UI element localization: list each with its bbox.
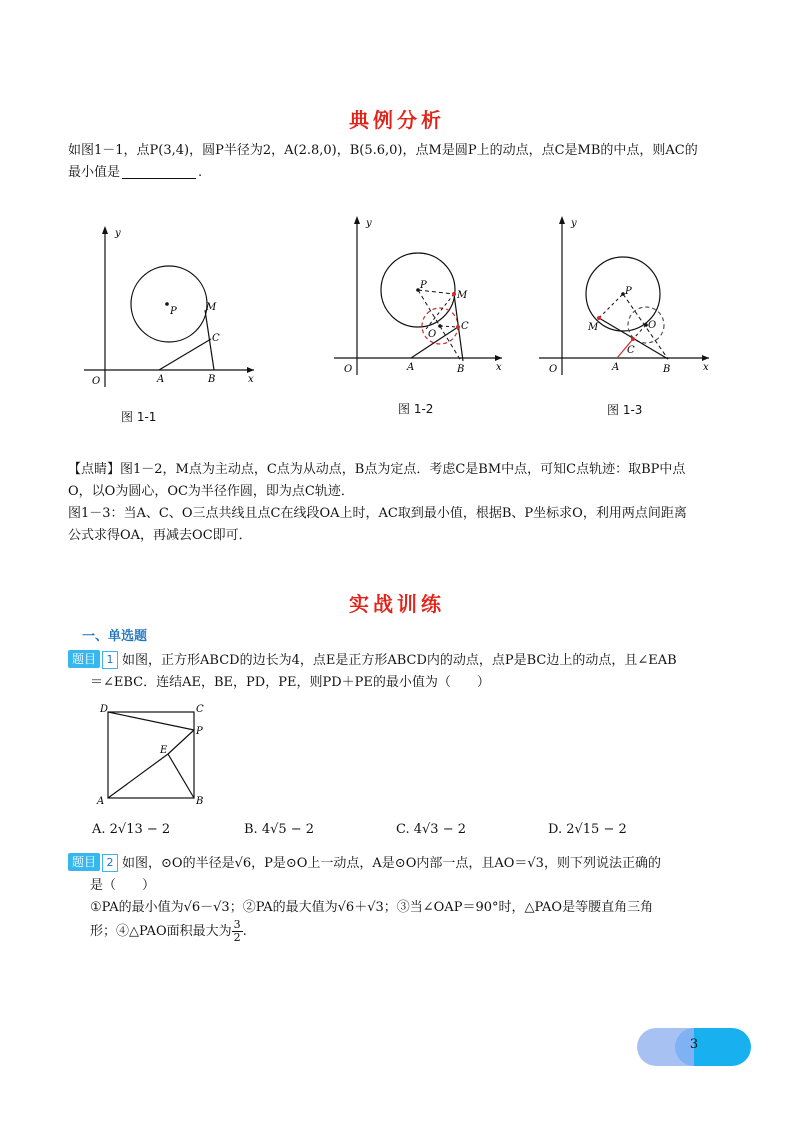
fig3-label-A: A	[612, 362, 620, 373]
example-line-1: 如图1－1，点P(3,4)，圆P半径为2，A(2.8,0)，B(5.6,0)，点M是圆P上的动点，点C是MB的中点，则AC的	[68, 143, 698, 158]
figure-1-1	[78, 222, 263, 392]
hint-block	[68, 459, 728, 547]
fig2-label-y: y	[366, 218, 372, 229]
q1-option-b[interactable]: B. 4√5 − 2	[244, 822, 315, 837]
q2-line-4: 形；④△PAO面积最大为 $\frac{3}{2}$ .	[90, 918, 247, 944]
fig2-label-O: O	[344, 364, 353, 375]
answer-blank	[122, 164, 196, 179]
fig3-label-P: P	[625, 286, 632, 297]
q1-label-E: E	[160, 745, 168, 756]
fig2-label-M: M	[457, 290, 468, 301]
fig1-label-A: A	[157, 374, 165, 385]
q2-line-1: 题目 2 如图，⊙O的半径是√6，P是⊙O上一动点，A是⊙O内部一点，且AO＝√3，则下列说法正确的	[68, 853, 748, 875]
q1-square-figure	[94, 700, 212, 808]
fig2-label-A: A	[407, 362, 415, 373]
fig2-label-C: C	[461, 321, 469, 332]
fig2-label-B: B	[457, 364, 465, 375]
fig1-label-P: P	[170, 306, 177, 317]
fig1-label-M: M	[206, 302, 217, 313]
q2-line-3: ①PA的最小值为√6－√3；②PA的最大值为√6＋√3；③当∠OAP＝90°时，△PAO是等腰直角三角	[90, 900, 654, 915]
hint-line-2: O，以O为圆心，OC为半径作圆，即为点C轨迹．	[68, 484, 354, 499]
q1-option-d[interactable]: D. 2√15 − 2	[548, 822, 627, 837]
q1-option-c[interactable]: C. 4√3 − 2	[396, 822, 467, 837]
fig3-label-y: y	[571, 218, 577, 229]
figure-1-3-caption: 图 1-3	[607, 403, 643, 417]
example-problem	[68, 140, 728, 184]
section-heading-practice: 实战训练	[349, 592, 445, 616]
figure-1-2-caption: 图 1-2	[398, 402, 434, 416]
figure-1-1-caption: 图 1-1	[121, 410, 157, 424]
q1-option-a[interactable]: A. 2√13 − 2	[92, 822, 171, 837]
hint-line-1: 【点睛】图1－2，M点为主动点，C点为从动点，B点为定点．考虑C是BM中点，可知C点轨迹：取BP中点	[68, 462, 686, 477]
q1-line-2: ＝∠EBC．连结AE，BE，PD，PE，则PD＋PE的最小值为（ ）	[90, 675, 490, 690]
example-line-2: 最小值是 .	[68, 165, 203, 180]
fig3-label-M: M	[588, 322, 599, 333]
section-heading-examples: 典例分析	[349, 108, 445, 132]
section-label: 一、单选题	[82, 629, 148, 644]
q2-line-2: 是（ ）	[90, 878, 156, 893]
fig1-label-C: C	[212, 333, 220, 344]
fig3-label-C: C	[627, 345, 635, 356]
q2-fraction: $\frac{3}{2}$	[233, 918, 241, 944]
q2-tag: 题目	[68, 853, 100, 871]
q2-number: 2	[102, 854, 118, 872]
q1-label-A: A	[97, 796, 105, 807]
hint-line-3: 图1－3：当A、C、O三点共线且点C在线段OA上时，AC取到最小值，根据B、P坐标求O，利用两点间距离	[68, 506, 687, 521]
fig3-label-O: O	[549, 364, 558, 375]
q1-tag: 题目	[68, 650, 100, 668]
q1-label-D: D	[100, 704, 109, 715]
hint-line-4: 公式求得OA，再减去OC即可．	[68, 528, 252, 543]
figure-1-2	[330, 212, 510, 380]
fig2-label-O2: O	[428, 329, 437, 340]
fig1-label-y: y	[115, 228, 121, 239]
q1-label-P: P	[196, 726, 203, 737]
q1-number: 1	[102, 651, 118, 669]
question-1	[68, 650, 748, 694]
page-number-bar	[637, 1028, 751, 1070]
fig2-label-x: x	[496, 362, 502, 373]
page-number: 3	[689, 1037, 699, 1052]
fig3-label-O2: O	[648, 320, 657, 331]
q1-label-C: C	[196, 704, 204, 715]
fig3-label-x: x	[703, 362, 709, 373]
fig1-label-O: O	[92, 376, 101, 387]
fig1-label-x: x	[248, 374, 254, 385]
figure-1-3	[535, 212, 715, 380]
fig1-label-B: B	[208, 374, 216, 385]
q1-line-1: 题目 1 如图，正方形ABCD的边长为4，点E是正方形ABCD内的动点，点P是BC边上的动点，且∠EAB	[68, 650, 748, 672]
question-2	[68, 853, 748, 944]
q1-label-B: B	[196, 796, 204, 807]
fig2-label-P: P	[420, 280, 427, 291]
fig3-label-B: B	[663, 364, 671, 375]
